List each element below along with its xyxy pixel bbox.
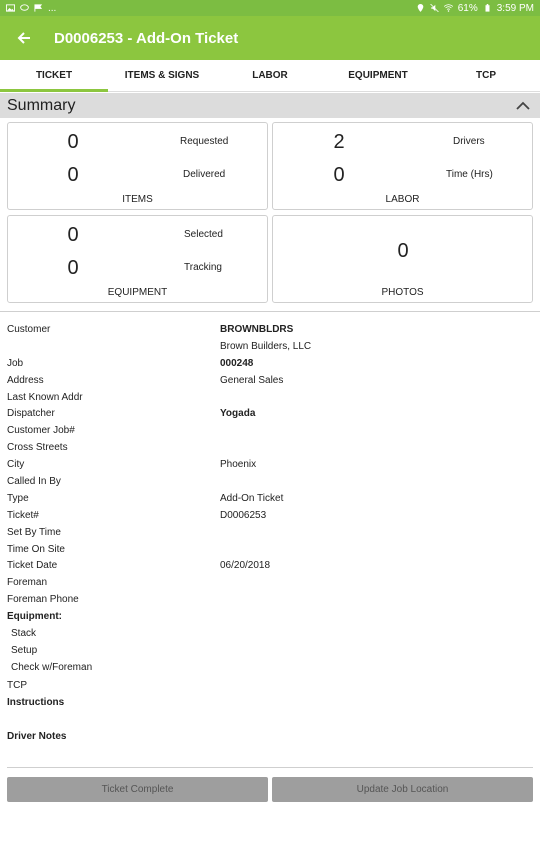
- time-on-site-label: Time On Site: [7, 544, 65, 555]
- job-label: Job: [7, 358, 24, 369]
- items-card-title: ITEMS: [122, 194, 153, 205]
- photos-card[interactable]: [272, 215, 533, 303]
- labor-card[interactable]: [272, 122, 533, 210]
- customer-name: Brown Builders, LLC: [220, 341, 312, 352]
- labor-drivers-value: 2: [333, 131, 345, 153]
- stack-label: Stack: [11, 628, 37, 639]
- location-icon: [416, 4, 425, 12]
- image-icon: [6, 4, 15, 12]
- items-requested-label: Requested: [180, 136, 229, 147]
- clock: 3:59 PM: [496, 2, 534, 14]
- tab-labor[interactable]: LABOR: [252, 70, 288, 81]
- job-value: 000248: [220, 358, 254, 369]
- arrow-left-icon: [17, 31, 31, 45]
- summary-header[interactable]: [0, 93, 540, 118]
- notes-divider: [7, 767, 533, 768]
- equipment-selected-label: Selected: [184, 229, 223, 240]
- battery-icon: [483, 4, 492, 12]
- check-foreman-label: Check w/Foreman: [11, 662, 93, 673]
- city-value: Phoenix: [220, 459, 257, 470]
- chat-icon: [20, 4, 29, 12]
- update-job-location-button[interactable]: Update Job Location: [272, 777, 533, 802]
- foreman-label: Foreman: [7, 577, 48, 588]
- mute-icon: [430, 4, 439, 12]
- equipment-section-label: Equipment:: [7, 611, 62, 622]
- ticket-number-value: D0006253: [220, 510, 267, 521]
- items-delivered-label: Delivered: [183, 169, 226, 180]
- items-delivered-value: 0: [67, 164, 79, 186]
- ticket-date-value: 06/20/2018: [220, 560, 271, 571]
- called-in-by-label: Called In By: [7, 476, 61, 487]
- ticket-complete-button[interactable]: Ticket Complete: [7, 777, 268, 802]
- equipment-selected-value: 0: [67, 224, 79, 246]
- app-bar: [0, 16, 540, 60]
- labor-time-label: Time (Hrs): [446, 169, 493, 180]
- photos-value: 0: [397, 240, 409, 262]
- instructions-label: Instructions: [7, 697, 65, 708]
- labor-card-title: LABOR: [385, 194, 420, 205]
- chevron-up-icon: [516, 101, 530, 110]
- dispatcher-value: Yogada: [220, 408, 256, 419]
- tab-ticket[interactable]: TICKET: [0, 60, 108, 91]
- ticket-date-label: Ticket Date: [7, 560, 58, 571]
- last-known-addr-label: Last Known Addr: [7, 392, 83, 403]
- address-value: General Sales: [220, 375, 284, 386]
- tcp-label: TCP: [7, 680, 27, 691]
- wifi-icon: [444, 4, 453, 12]
- back-button[interactable]: [0, 16, 48, 60]
- page-title: D0006253 - Add-On Ticket: [54, 29, 239, 47]
- customer-label: Customer: [7, 324, 51, 335]
- driver-notes-label: Driver Notes: [7, 731, 67, 742]
- dispatcher-label: Dispatcher: [7, 408, 55, 419]
- labor-time-value: 0: [333, 164, 345, 186]
- equipment-tracking-value: 0: [67, 257, 79, 279]
- status-bar: [0, 0, 540, 16]
- type-value: Add-On Ticket: [220, 493, 284, 504]
- city-label: City: [7, 459, 25, 470]
- customer-job-label: Customer Job#: [7, 425, 75, 436]
- items-requested-value: 0: [67, 131, 79, 153]
- summary-title: Summary: [7, 96, 76, 114]
- ticket-number-label: Ticket#: [7, 510, 39, 521]
- status-overflow: ...: [48, 2, 57, 14]
- type-label: Type: [7, 493, 29, 504]
- equipment-card[interactable]: [7, 215, 268, 303]
- tab-equipment[interactable]: EQUIPMENT: [348, 70, 408, 81]
- photos-card-title: PHOTOS: [381, 287, 424, 298]
- items-card[interactable]: [7, 122, 268, 210]
- cross-streets-label: Cross Streets: [7, 442, 68, 453]
- flag-icon: [34, 4, 43, 12]
- battery-percent: 61%: [457, 2, 478, 14]
- summary-divider: [0, 311, 540, 312]
- collapse-button[interactable]: [513, 96, 533, 116]
- tab-bar: [0, 60, 540, 92]
- customer-code: BROWNBLDRS: [220, 324, 294, 335]
- foreman-phone-label: Foreman Phone: [7, 594, 79, 605]
- tab-tcp[interactable]: TCP: [476, 70, 496, 81]
- address-label: Address: [7, 375, 44, 386]
- equipment-tracking-label: Tracking: [184, 262, 222, 273]
- equipment-card-title: EQUIPMENT: [107, 287, 168, 298]
- tab-items-signs[interactable]: ITEMS & SIGNS: [124, 70, 200, 81]
- labor-drivers-label: Drivers: [453, 136, 485, 147]
- set-by-time-label: Set By Time: [7, 527, 61, 538]
- setup-label: Setup: [11, 645, 38, 656]
